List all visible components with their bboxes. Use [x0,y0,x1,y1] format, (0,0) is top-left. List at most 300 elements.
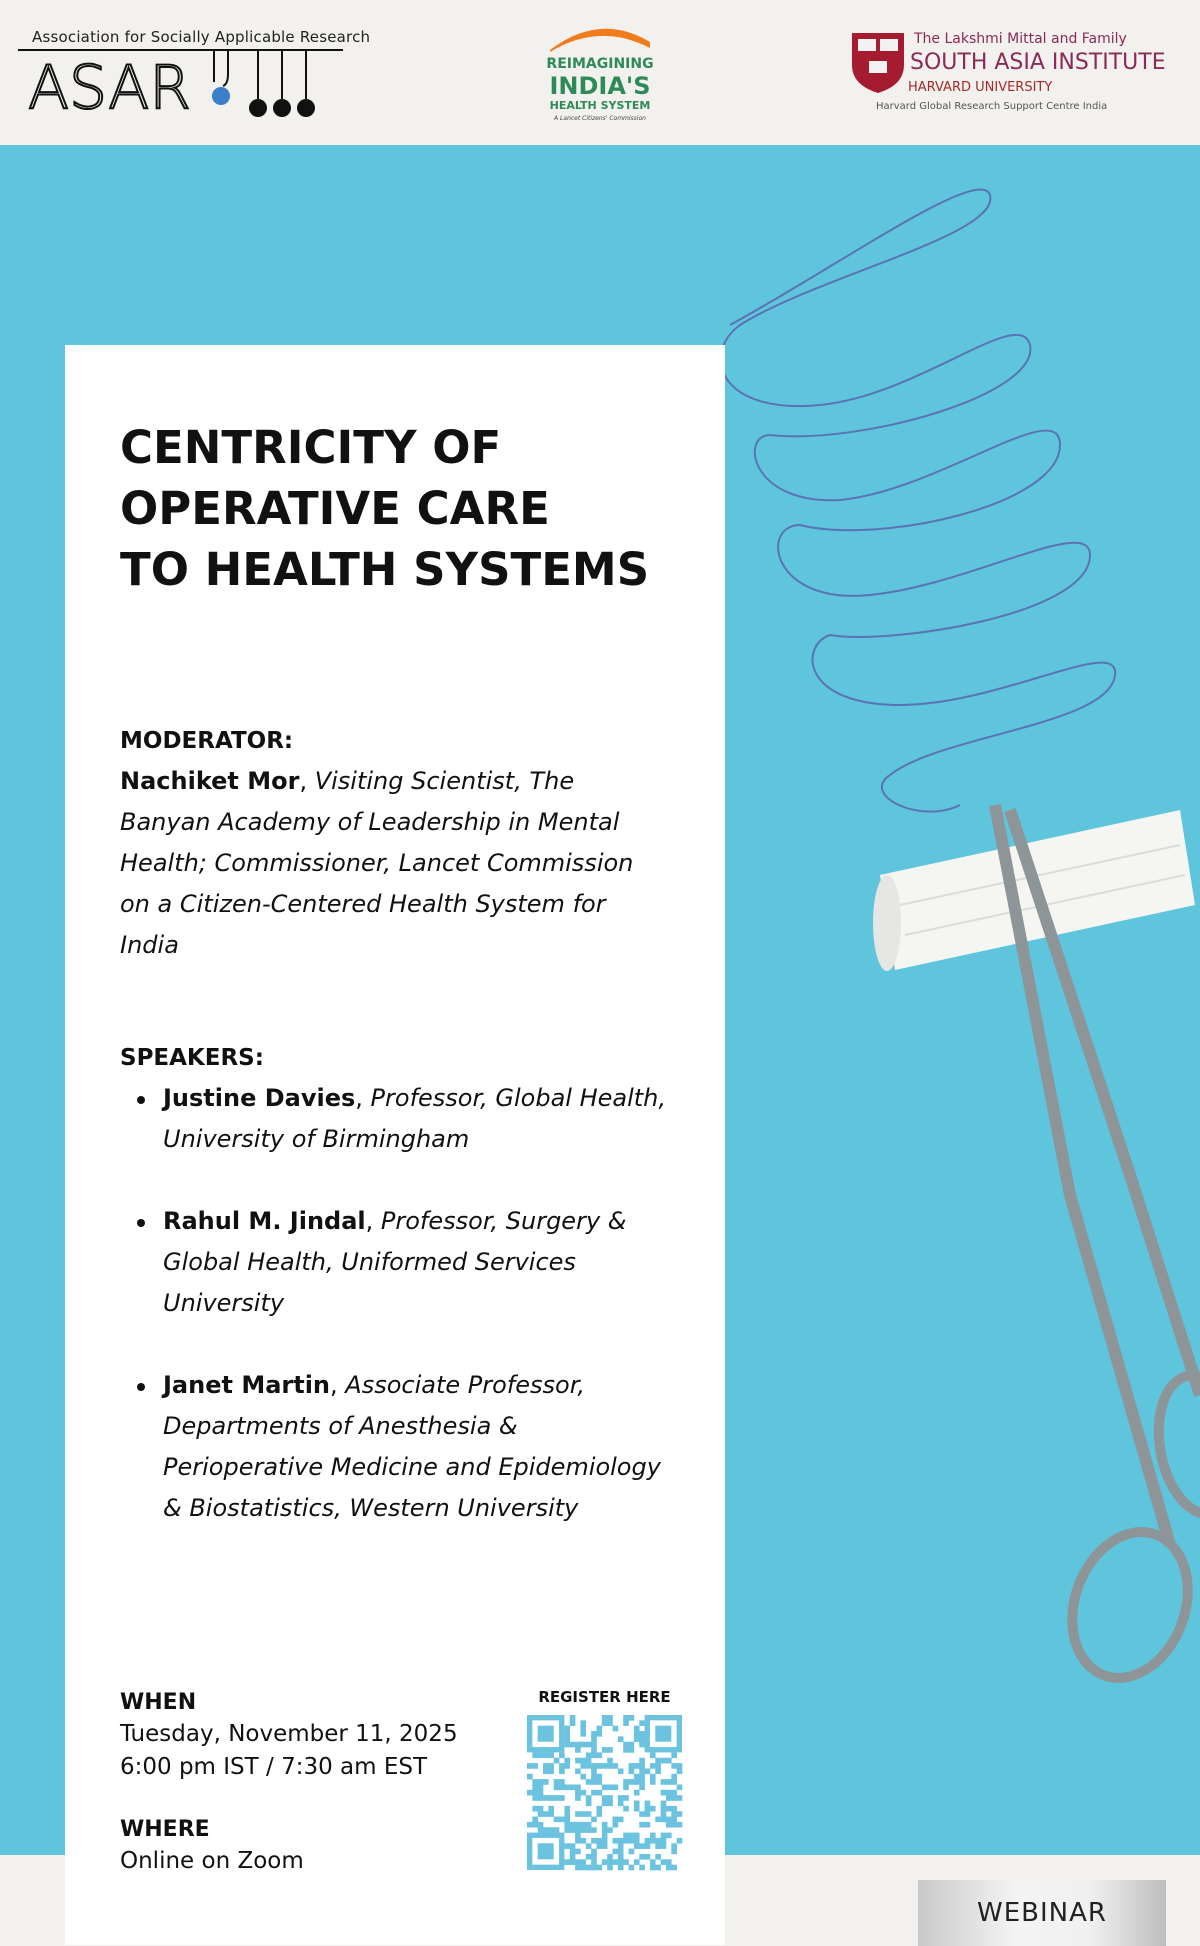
qr-module [575,1742,581,1748]
qr-module [645,1838,651,1844]
qr-module [554,1827,560,1833]
sai-line4: Harvard Global Research Support Centre India [876,101,1108,112]
moderator-role: Visiting Scientist, The Banyan Academy of Leadership in Mental Health; Commissioner, Lancet Commission on a Citizen-Centered Health System for India [120,767,634,959]
qr-module [671,1779,677,1785]
qr-module [607,1865,613,1871]
qr-module [586,1742,592,1748]
qr-module [607,1795,613,1801]
qr-module [591,1736,597,1742]
qr-module [575,1795,581,1801]
qr-module [629,1865,635,1871]
qr-module [559,1752,565,1758]
qr-module [596,1726,602,1732]
qr-module [564,1817,570,1823]
qr-module [655,1838,661,1844]
background-panel [0,145,1200,1928]
qr-module [580,1758,586,1764]
qr-module [639,1854,645,1860]
qr-module [623,1833,629,1839]
qr-module [618,1849,624,1855]
qr-module [548,1795,554,1801]
qr-module [623,1784,629,1790]
qr-module [596,1774,602,1780]
qr-module [575,1838,581,1844]
qr-module [586,1763,592,1769]
qr-module [666,1822,672,1828]
qr-module [671,1763,677,1769]
qr-module [650,1833,656,1839]
qr-module [671,1752,677,1758]
qr-module [623,1742,629,1748]
qr-module [645,1801,651,1807]
qr-module [591,1747,597,1753]
qr-module [564,1859,570,1865]
qr-module [650,1865,656,1871]
qr-module [570,1854,576,1860]
qr-module [613,1838,619,1844]
qr-module [532,1822,538,1828]
qr-module [602,1843,608,1849]
speakers-heading: SPEAKERS: [120,1045,264,1071]
qr-module [607,1747,613,1753]
qr-module [548,1752,554,1758]
qr-module [554,1784,560,1790]
speaker-sep: , [355,1084,371,1112]
qr-module [602,1784,608,1790]
qr-module [586,1752,592,1758]
qr-module [580,1742,586,1748]
qr-module [580,1731,586,1737]
qr-module [586,1854,592,1860]
qr-module [532,1752,538,1758]
qr-module [575,1822,581,1828]
qr-module [575,1811,581,1817]
qr-module [580,1763,586,1769]
qr-module [554,1795,560,1801]
qr-module [623,1838,629,1844]
speaker-item [120,1078,680,1160]
qr-module [559,1779,565,1785]
qr-module [527,1774,533,1780]
qr-module [532,1779,538,1785]
when-heading: WHEN [120,1690,197,1715]
bullet-icon [137,1219,145,1227]
qr-module [591,1774,597,1780]
qr-module [607,1801,613,1807]
qr-module [629,1849,635,1855]
qr-module [554,1817,560,1823]
qr-module [596,1865,602,1871]
qr-module [580,1811,586,1817]
qr-module [661,1833,667,1839]
qr-module [607,1859,613,1865]
qr-module [596,1838,602,1844]
qr-module [596,1779,602,1785]
qr-module [677,1768,683,1774]
qr-module [623,1806,629,1812]
speaker-role: Associate Professor, Departments of Anesthesia & Perioperative Medicine and Epidemiology & Biostatistics, Western University [163,1371,661,1522]
qr-module [538,1827,544,1833]
qr-module [671,1849,677,1855]
qr-module [639,1779,645,1785]
event-card [65,345,725,1945]
qr-module [607,1763,613,1769]
qr-module [591,1838,597,1844]
qr-module [634,1779,640,1785]
qr-module [591,1817,597,1823]
qr-module [607,1854,613,1860]
qr-module [543,1768,549,1774]
qr-module [639,1865,645,1871]
qr-module [564,1736,570,1742]
qr-module [645,1811,651,1817]
qr-module [629,1747,635,1753]
registration-qr-code[interactable] [527,1715,682,1870]
qr-module [634,1790,640,1796]
qr-module [623,1795,629,1801]
qr-module [645,1854,651,1860]
qr-module [661,1843,667,1849]
qr-module [559,1763,565,1769]
qr-module [634,1774,640,1780]
qr-module [677,1838,683,1844]
qr-module [602,1833,608,1839]
moderator-name: Nachiket Mor [120,767,300,795]
orange-arc-icon [550,22,650,52]
qr-module [639,1843,645,1849]
qr-module [586,1758,592,1764]
qr-module [650,1763,656,1769]
qr-module [661,1758,667,1764]
qr-module [602,1763,608,1769]
speaker-name: Janet Martin [163,1371,331,1399]
speaker-role: Professor, Global Health, University of Birmingham [163,1084,667,1153]
harvard-shield-icon [850,31,906,95]
qr-module [639,1784,645,1790]
qr-module [580,1790,586,1796]
qr-module [629,1838,635,1844]
moderator-sep: , [299,767,315,795]
qr-module [570,1720,576,1726]
event-title [120,417,700,600]
qr-module [666,1758,672,1764]
qr-module [575,1768,581,1774]
qr-module [671,1806,677,1812]
qr-module [538,1752,544,1758]
qr-module [634,1801,640,1807]
qr-module [666,1795,672,1801]
qr-module [671,1795,677,1801]
qr-module [591,1763,597,1769]
qr-module [591,1752,597,1758]
forceps [995,805,1200,1694]
qr-module [623,1779,629,1785]
qr-module [661,1779,667,1785]
qr-module [596,1731,602,1737]
qr-module [532,1795,538,1801]
qr-module [580,1774,586,1780]
qr-module [538,1790,544,1796]
qr-module [677,1795,683,1801]
register-label: REGISTER HERE [538,1688,671,1706]
qr-module [639,1742,645,1748]
qr-module [596,1790,602,1796]
qr-module [613,1763,619,1769]
title-line-2: OPERATIVE CARE [120,482,550,535]
qr-module [629,1763,635,1769]
qr-module [613,1784,619,1790]
qr-module [543,1811,549,1817]
qr-module [575,1833,581,1839]
qr-module [677,1763,683,1769]
qr-module [591,1779,597,1785]
event-location: Online on Zoom [120,1848,304,1874]
qr-module [666,1859,672,1865]
qr-module [580,1827,586,1833]
qr-module [570,1742,576,1748]
qr-module [666,1779,672,1785]
qr-module [661,1811,667,1817]
qr-module [618,1843,624,1849]
speaker-item [120,1365,680,1529]
qr-module [580,1726,586,1732]
event-date: Tuesday, November 11, 2025 [120,1721,458,1747]
qr-module [634,1763,640,1769]
qr-module [586,1779,592,1785]
qr-module [618,1854,624,1860]
qr-module [639,1822,645,1828]
qr-module [591,1854,597,1860]
qr-module [607,1758,613,1764]
qr-module [591,1849,597,1855]
qr-module [677,1784,683,1790]
qr-module [650,1806,656,1812]
qr-module [655,1768,661,1774]
qr-module [650,1752,656,1758]
qr-module [661,1790,667,1796]
qr-module [629,1833,635,1839]
qr-module [618,1817,624,1823]
qr-module [580,1859,586,1865]
qr-module [532,1763,538,1769]
qr-module [559,1817,565,1823]
qr-module [607,1720,613,1726]
qr-module [538,1779,544,1785]
qr-module [602,1720,608,1726]
qr-module [548,1827,554,1833]
qr-module [634,1806,640,1812]
qr-module [645,1768,651,1774]
qr-module [655,1843,661,1849]
qr-module [548,1763,554,1769]
qr-module [570,1849,576,1855]
qr-module [613,1849,619,1855]
qr-module [548,1811,554,1817]
qr-module [618,1838,624,1844]
qr-module [596,1763,602,1769]
qr-module [559,1795,565,1801]
speakers-list [120,1078,680,1570]
qr-module [618,1795,624,1801]
qr-module [548,1768,554,1774]
qr-module [559,1784,565,1790]
qr-module [661,1801,667,1807]
qr-module [591,1865,597,1871]
qr-finder-center [538,1843,554,1859]
qr-finder-center [538,1726,554,1742]
qr-module [532,1784,538,1790]
qr-module [666,1790,672,1796]
qr-module [596,1843,602,1849]
qr-module [538,1822,544,1828]
qr-module [602,1838,608,1844]
qr-module [645,1843,651,1849]
qr-module [538,1784,544,1790]
qr-module [564,1827,570,1833]
qr-module [639,1758,645,1764]
qr-module [671,1774,677,1780]
qr-module [655,1763,661,1769]
title-line-1: CENTRICITY OF [120,421,502,474]
qr-module [607,1715,613,1721]
qr-module [596,1811,602,1817]
qr-module [623,1747,629,1753]
qr-module [623,1715,629,1721]
qr-module [655,1865,661,1871]
qr-module [596,1806,602,1812]
qr-module [634,1838,640,1844]
qr-module [570,1827,576,1833]
qr-module [554,1779,560,1785]
qr-module [613,1817,619,1823]
qr-module [650,1774,656,1780]
qr-module [639,1811,645,1817]
when-details [120,1718,458,1784]
qr-module [575,1758,581,1764]
qr-module [602,1715,608,1721]
qr-module [645,1822,651,1828]
qr-module [629,1742,635,1748]
qr-module [564,1806,570,1812]
qr-module [639,1731,645,1737]
qr-module [586,1795,592,1801]
qr-module [655,1854,661,1860]
qr-module [613,1822,619,1828]
qr-module [623,1859,629,1865]
qr-module [570,1843,576,1849]
qr-module [591,1742,597,1748]
qr-module [538,1795,544,1801]
qr-module [634,1726,640,1732]
qr-module [666,1833,672,1839]
qr-module [532,1806,538,1812]
speaker-sep: , [365,1207,381,1235]
qr-module [602,1747,608,1753]
qr-module [634,1736,640,1742]
qr-module [564,1811,570,1817]
qr-module [575,1865,581,1871]
asar-tagline: Association for Socially Applicable Research [32,28,371,46]
qr-module [655,1758,661,1764]
qr-module [586,1822,592,1828]
qr-module [661,1838,667,1844]
qr-module [580,1865,586,1871]
speaker-name: Justine Davies [163,1084,356,1112]
qr-module [543,1752,549,1758]
qr-module [559,1768,565,1774]
qr-module [666,1817,672,1823]
qr-module [532,1817,538,1823]
qr-module [602,1822,608,1828]
qr-module [527,1790,533,1796]
qr-module [586,1811,592,1817]
qr-module [570,1822,576,1828]
qr-module [580,1838,586,1844]
bullet-icon [137,1383,145,1391]
qr-module [591,1731,597,1737]
qr-module [575,1790,581,1796]
qr-module [564,1742,570,1748]
qr-module [602,1859,608,1865]
sai-line2: SOUTH ASIA INSTITUTE [910,50,1166,75]
rihs-line4: A Lancet Citizens' Commission [554,115,646,122]
qr-module [677,1822,683,1828]
qr-module [607,1784,613,1790]
qr-module [671,1822,677,1828]
qr-module [591,1859,597,1865]
qr-module [618,1865,624,1871]
qr-module [650,1859,656,1865]
reimagining-health-logo [540,22,660,127]
header-bar [0,0,1200,145]
qr-module [650,1779,656,1785]
qr-module [677,1811,683,1817]
qr-module [629,1715,635,1721]
qr-module [634,1833,640,1839]
qr-module [564,1726,570,1732]
sai-line3: HARVARD UNIVERSITY [908,80,1053,95]
qr-module [661,1806,667,1812]
qr-module [650,1838,656,1844]
webinar-badge: WEBINAR [918,1880,1166,1946]
qr-module [543,1795,549,1801]
qr-module [639,1720,645,1726]
qr-module [591,1827,597,1833]
sai-line1: The Lakshmi Mittal and Family [914,31,1127,47]
qr-module [543,1827,549,1833]
qr-module [532,1790,538,1796]
qr-module [618,1768,624,1774]
where-heading: WHERE [120,1817,210,1842]
qr-module [580,1720,586,1726]
qr-module [661,1859,667,1865]
asar-logo [18,28,371,123]
speaker-sep: , [330,1371,346,1399]
qr-module [602,1795,608,1801]
qr-module [607,1827,613,1833]
qr-module [570,1715,576,1721]
qr-module [575,1827,581,1833]
qr-finder-center [655,1726,671,1742]
qr-module [666,1806,672,1812]
speaker-role: Professor, Surgery & Global Health, Uniformed Services University [163,1207,627,1317]
qr-module [634,1859,640,1865]
qr-module [570,1784,576,1790]
title-line-3: TO HEALTH SYSTEMS [120,543,650,596]
bullet-icon [137,1096,145,1104]
qr-module [564,1822,570,1828]
qr-module [671,1811,677,1817]
